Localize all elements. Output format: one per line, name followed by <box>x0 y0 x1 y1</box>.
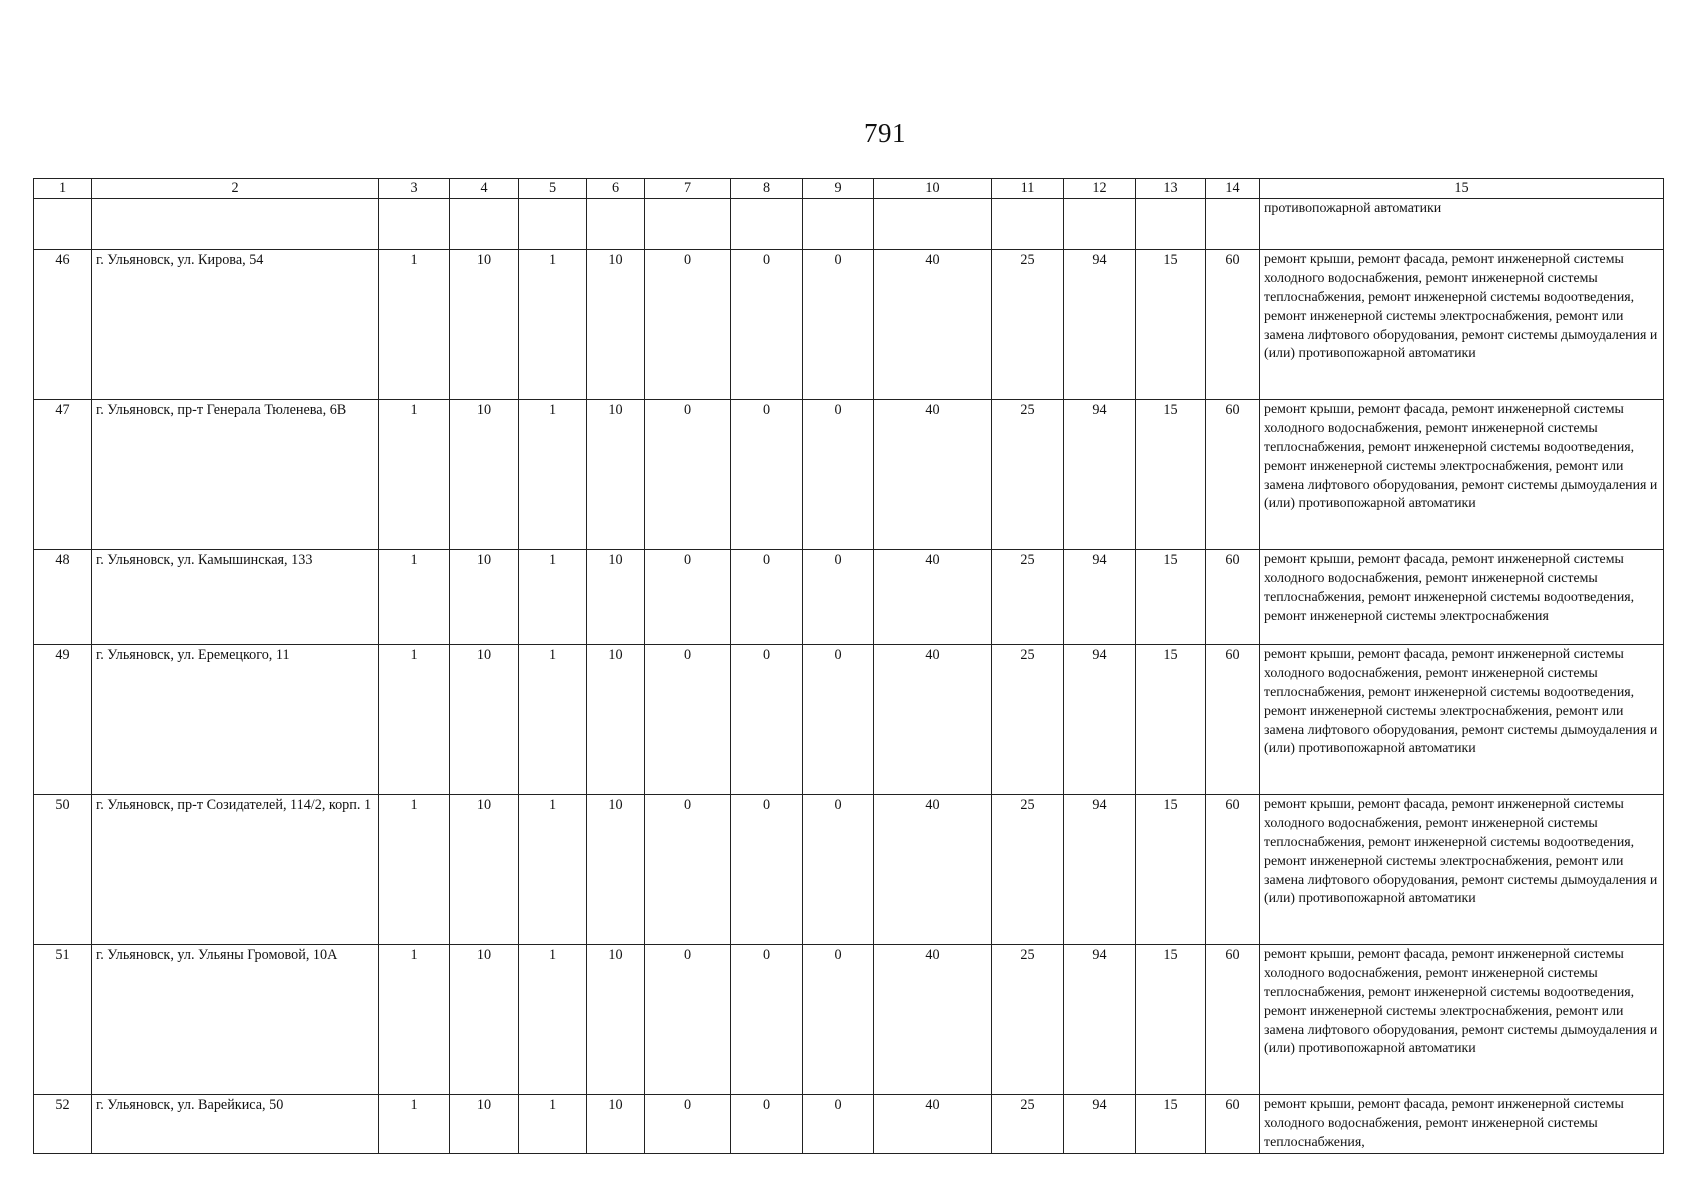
value-cell: 94 <box>1064 249 1136 399</box>
value-cell: 40 <box>874 249 992 399</box>
table-row <box>34 249 1664 399</box>
column-number: 6 <box>587 179 645 199</box>
value-cell: 15 <box>1136 644 1206 794</box>
value-cell: 40 <box>874 944 992 1094</box>
value-cell: 60 <box>1206 549 1260 644</box>
table-row <box>34 399 1664 549</box>
value-cell: 1 <box>379 399 450 549</box>
address-cell: г. Ульяновск, пр-т Генерала Тюленева, 6В <box>92 399 379 549</box>
value-cell: 1 <box>519 644 587 794</box>
column-number: 12 <box>1064 179 1136 199</box>
value-cell: 15 <box>1136 794 1206 944</box>
value-cell: 1 <box>519 944 587 1094</box>
value-cell: 0 <box>731 549 803 644</box>
value-cell: 15 <box>1136 1094 1206 1153</box>
value-cell: 15 <box>1136 549 1206 644</box>
value-cell: 0 <box>803 549 874 644</box>
value-cell: 60 <box>1206 944 1260 1094</box>
value-cell: 40 <box>874 644 992 794</box>
value-cell: 1 <box>519 1094 587 1153</box>
work-list-cell: ремонт крыши, ремонт фасада, ремонт инженерной системы холодного водоснабжения, ремонт инженерной системы теплоснабжения, ремонт инженерной системы водоотведения, ремонт инженерной системы электроснабжения <box>1260 549 1664 644</box>
work-list-cell: ремонт крыши, ремонт фасада, ремонт инженерной системы холодного водоснабжения, ремонт инженерной системы теплоснабжения, ремонт инженерной системы водоотведения, ремонт инженерной системы электроснабжения, ремонт или замена лифтового оборудования, ремонт системы дымоудаления и (или) противопожарной автоматики <box>1260 944 1664 1094</box>
work-list-cell: ремонт крыши, ремонт фасада, ремонт инженерной системы холодного водоснабжения, ремонт инженерной системы теплоснабжения, ремонт инженерной системы водоотведения, ремонт инженерной системы электроснабжения, ремонт или замена лифтового оборудования, ремонт системы дымоудаления и (или) противопожарной автоматики <box>1260 249 1664 399</box>
value-cell: 40 <box>874 549 992 644</box>
value-cell: 0 <box>731 944 803 1094</box>
housing-repair-table <box>33 178 1664 1154</box>
row-number-cell: 46 <box>34 249 92 399</box>
value-cell: 0 <box>731 399 803 549</box>
table-row <box>34 549 1664 644</box>
value-cell: 94 <box>1064 549 1136 644</box>
value-cell: 0 <box>731 1094 803 1153</box>
value-cell: 25 <box>992 399 1064 549</box>
value-cell: 15 <box>1136 249 1206 399</box>
column-number: 9 <box>803 179 874 199</box>
value-cell: 1 <box>379 249 450 399</box>
column-number: 11 <box>992 179 1064 199</box>
value-cell: 0 <box>645 549 731 644</box>
row-number-cell: 50 <box>34 794 92 944</box>
value-cell: 60 <box>1206 794 1260 944</box>
value-cell: 0 <box>803 249 874 399</box>
value-cell: 94 <box>1064 399 1136 549</box>
value-cell: 10 <box>450 1094 519 1153</box>
column-number: 4 <box>450 179 519 199</box>
value-cell: 10 <box>450 549 519 644</box>
address-cell: г. Ульяновск, ул. Ульяны Громовой, 10А <box>92 944 379 1094</box>
value-cell: 0 <box>803 794 874 944</box>
page-number: 791 <box>864 118 906 148</box>
value-cell: 0 <box>803 399 874 549</box>
row-number-cell: 51 <box>34 944 92 1094</box>
row-number-cell: 48 <box>34 549 92 644</box>
value-cell: 60 <box>1206 1094 1260 1153</box>
value-cell: 1 <box>379 794 450 944</box>
row-number-cell: 47 <box>34 399 92 549</box>
column-number: 13 <box>1136 179 1206 199</box>
value-cell: 0 <box>731 249 803 399</box>
value-cell: 25 <box>992 549 1064 644</box>
value-cell: 1 <box>379 644 450 794</box>
value-cell: 10 <box>587 549 645 644</box>
column-number: 10 <box>874 179 992 199</box>
value-cell: 60 <box>1206 644 1260 794</box>
value-cell: 0 <box>731 644 803 794</box>
value-cell: 10 <box>450 644 519 794</box>
value-cell: 25 <box>992 794 1064 944</box>
value-cell: 0 <box>803 944 874 1094</box>
column-number: 2 <box>92 179 379 199</box>
value-cell: 0 <box>645 249 731 399</box>
value-cell: 94 <box>1064 944 1136 1094</box>
column-number: 7 <box>645 179 731 199</box>
value-cell: 0 <box>803 644 874 794</box>
value-cell: 25 <box>992 644 1064 794</box>
value-cell: 15 <box>1136 944 1206 1094</box>
value-cell: 0 <box>645 1094 731 1153</box>
table-row <box>34 794 1664 944</box>
value-cell: 94 <box>1064 1094 1136 1153</box>
value-cell: 1 <box>519 549 587 644</box>
value-cell: 10 <box>450 249 519 399</box>
value-cell: 25 <box>992 944 1064 1094</box>
value-cell: 10 <box>587 399 645 549</box>
column-number: 3 <box>379 179 450 199</box>
value-cell: 10 <box>587 1094 645 1153</box>
value-cell: 1 <box>519 399 587 549</box>
value-cell: 0 <box>645 944 731 1094</box>
value-cell: 15 <box>1136 399 1206 549</box>
column-number-row <box>34 179 1664 199</box>
value-cell: 0 <box>731 794 803 944</box>
value-cell: 10 <box>587 644 645 794</box>
value-cell: 25 <box>992 249 1064 399</box>
column-number: 15 <box>1260 179 1664 199</box>
value-cell: 1 <box>379 1094 450 1153</box>
address-cell: г. Ульяновск, ул. Камышинская, 133 <box>92 549 379 644</box>
value-cell: 60 <box>1206 399 1260 549</box>
table-row <box>34 944 1664 1094</box>
column-number: 14 <box>1206 179 1260 199</box>
value-cell: 0 <box>645 794 731 944</box>
value-cell: 10 <box>450 794 519 944</box>
value-cell: 1 <box>519 249 587 399</box>
value-cell: 25 <box>992 1094 1064 1153</box>
value-cell: 1 <box>519 794 587 944</box>
value-cell: 40 <box>874 1094 992 1153</box>
value-cell: 10 <box>587 794 645 944</box>
row-number-cell: 49 <box>34 644 92 794</box>
value-cell: 0 <box>645 644 731 794</box>
table-row <box>34 644 1664 794</box>
address-cell: г. Ульяновск, ул. Кирова, 54 <box>92 249 379 399</box>
value-cell: 0 <box>803 1094 874 1153</box>
value-cell: 40 <box>874 399 992 549</box>
value-cell: 40 <box>874 794 992 944</box>
row-number-cell: 52 <box>34 1094 92 1153</box>
work-list-cell: ремонт крыши, ремонт фасада, ремонт инженерной системы холодного водоснабжения, ремонт инженерной системы теплоснабжения, <box>1260 1094 1664 1153</box>
value-cell: 10 <box>450 399 519 549</box>
table-row <box>34 1094 1664 1153</box>
value-cell: 94 <box>1064 794 1136 944</box>
column-number: 8 <box>731 179 803 199</box>
column-number: 5 <box>519 179 587 199</box>
value-cell: 10 <box>450 944 519 1094</box>
address-cell: г. Ульяновск, ул. Варейкиса, 50 <box>92 1094 379 1153</box>
value-cell: 10 <box>587 249 645 399</box>
work-list-cell: противопожарной автоматики <box>1260 198 1664 249</box>
value-cell: 60 <box>1206 249 1260 399</box>
work-list-cell: ремонт крыши, ремонт фасада, ремонт инженерной системы холодного водоснабжения, ремонт инженерной системы теплоснабжения, ремонт инженерной системы водоотведения, ремонт инженерной системы электроснабжения, ремонт или замена лифтового оборудования, ремонт системы дымоудаления и (или) противопожарной автоматики <box>1260 399 1664 549</box>
column-number: 1 <box>34 179 92 199</box>
value-cell: 10 <box>587 944 645 1094</box>
continuation-row <box>34 198 1664 249</box>
value-cell: 0 <box>645 399 731 549</box>
work-list-cell: ремонт крыши, ремонт фасада, ремонт инженерной системы холодного водоснабжения, ремонт инженерной системы теплоснабжения, ремонт инженерной системы водоотведения, ремонт инженерной системы электроснабжения, ремонт или замена лифтового оборудования, ремонт системы дымоудаления и (или) противопожарной автоматики <box>1260 794 1664 944</box>
value-cell: 1 <box>379 944 450 1094</box>
address-cell: г. Ульяновск, ул. Еремецкого, 11 <box>92 644 379 794</box>
value-cell: 1 <box>379 549 450 644</box>
value-cell: 94 <box>1064 644 1136 794</box>
work-list-cell: ремонт крыши, ремонт фасада, ремонт инженерной системы холодного водоснабжения, ремонт инженерной системы теплоснабжения, ремонт инженерной системы водоотведения, ремонт инженерной системы электроснабжения, ремонт или замена лифтового оборудования, ремонт системы дымоудаления и (или) противопожарной автоматики <box>1260 644 1664 794</box>
address-cell: г. Ульяновск, пр-т Созидателей, 114/2, корп. 1 <box>92 794 379 944</box>
